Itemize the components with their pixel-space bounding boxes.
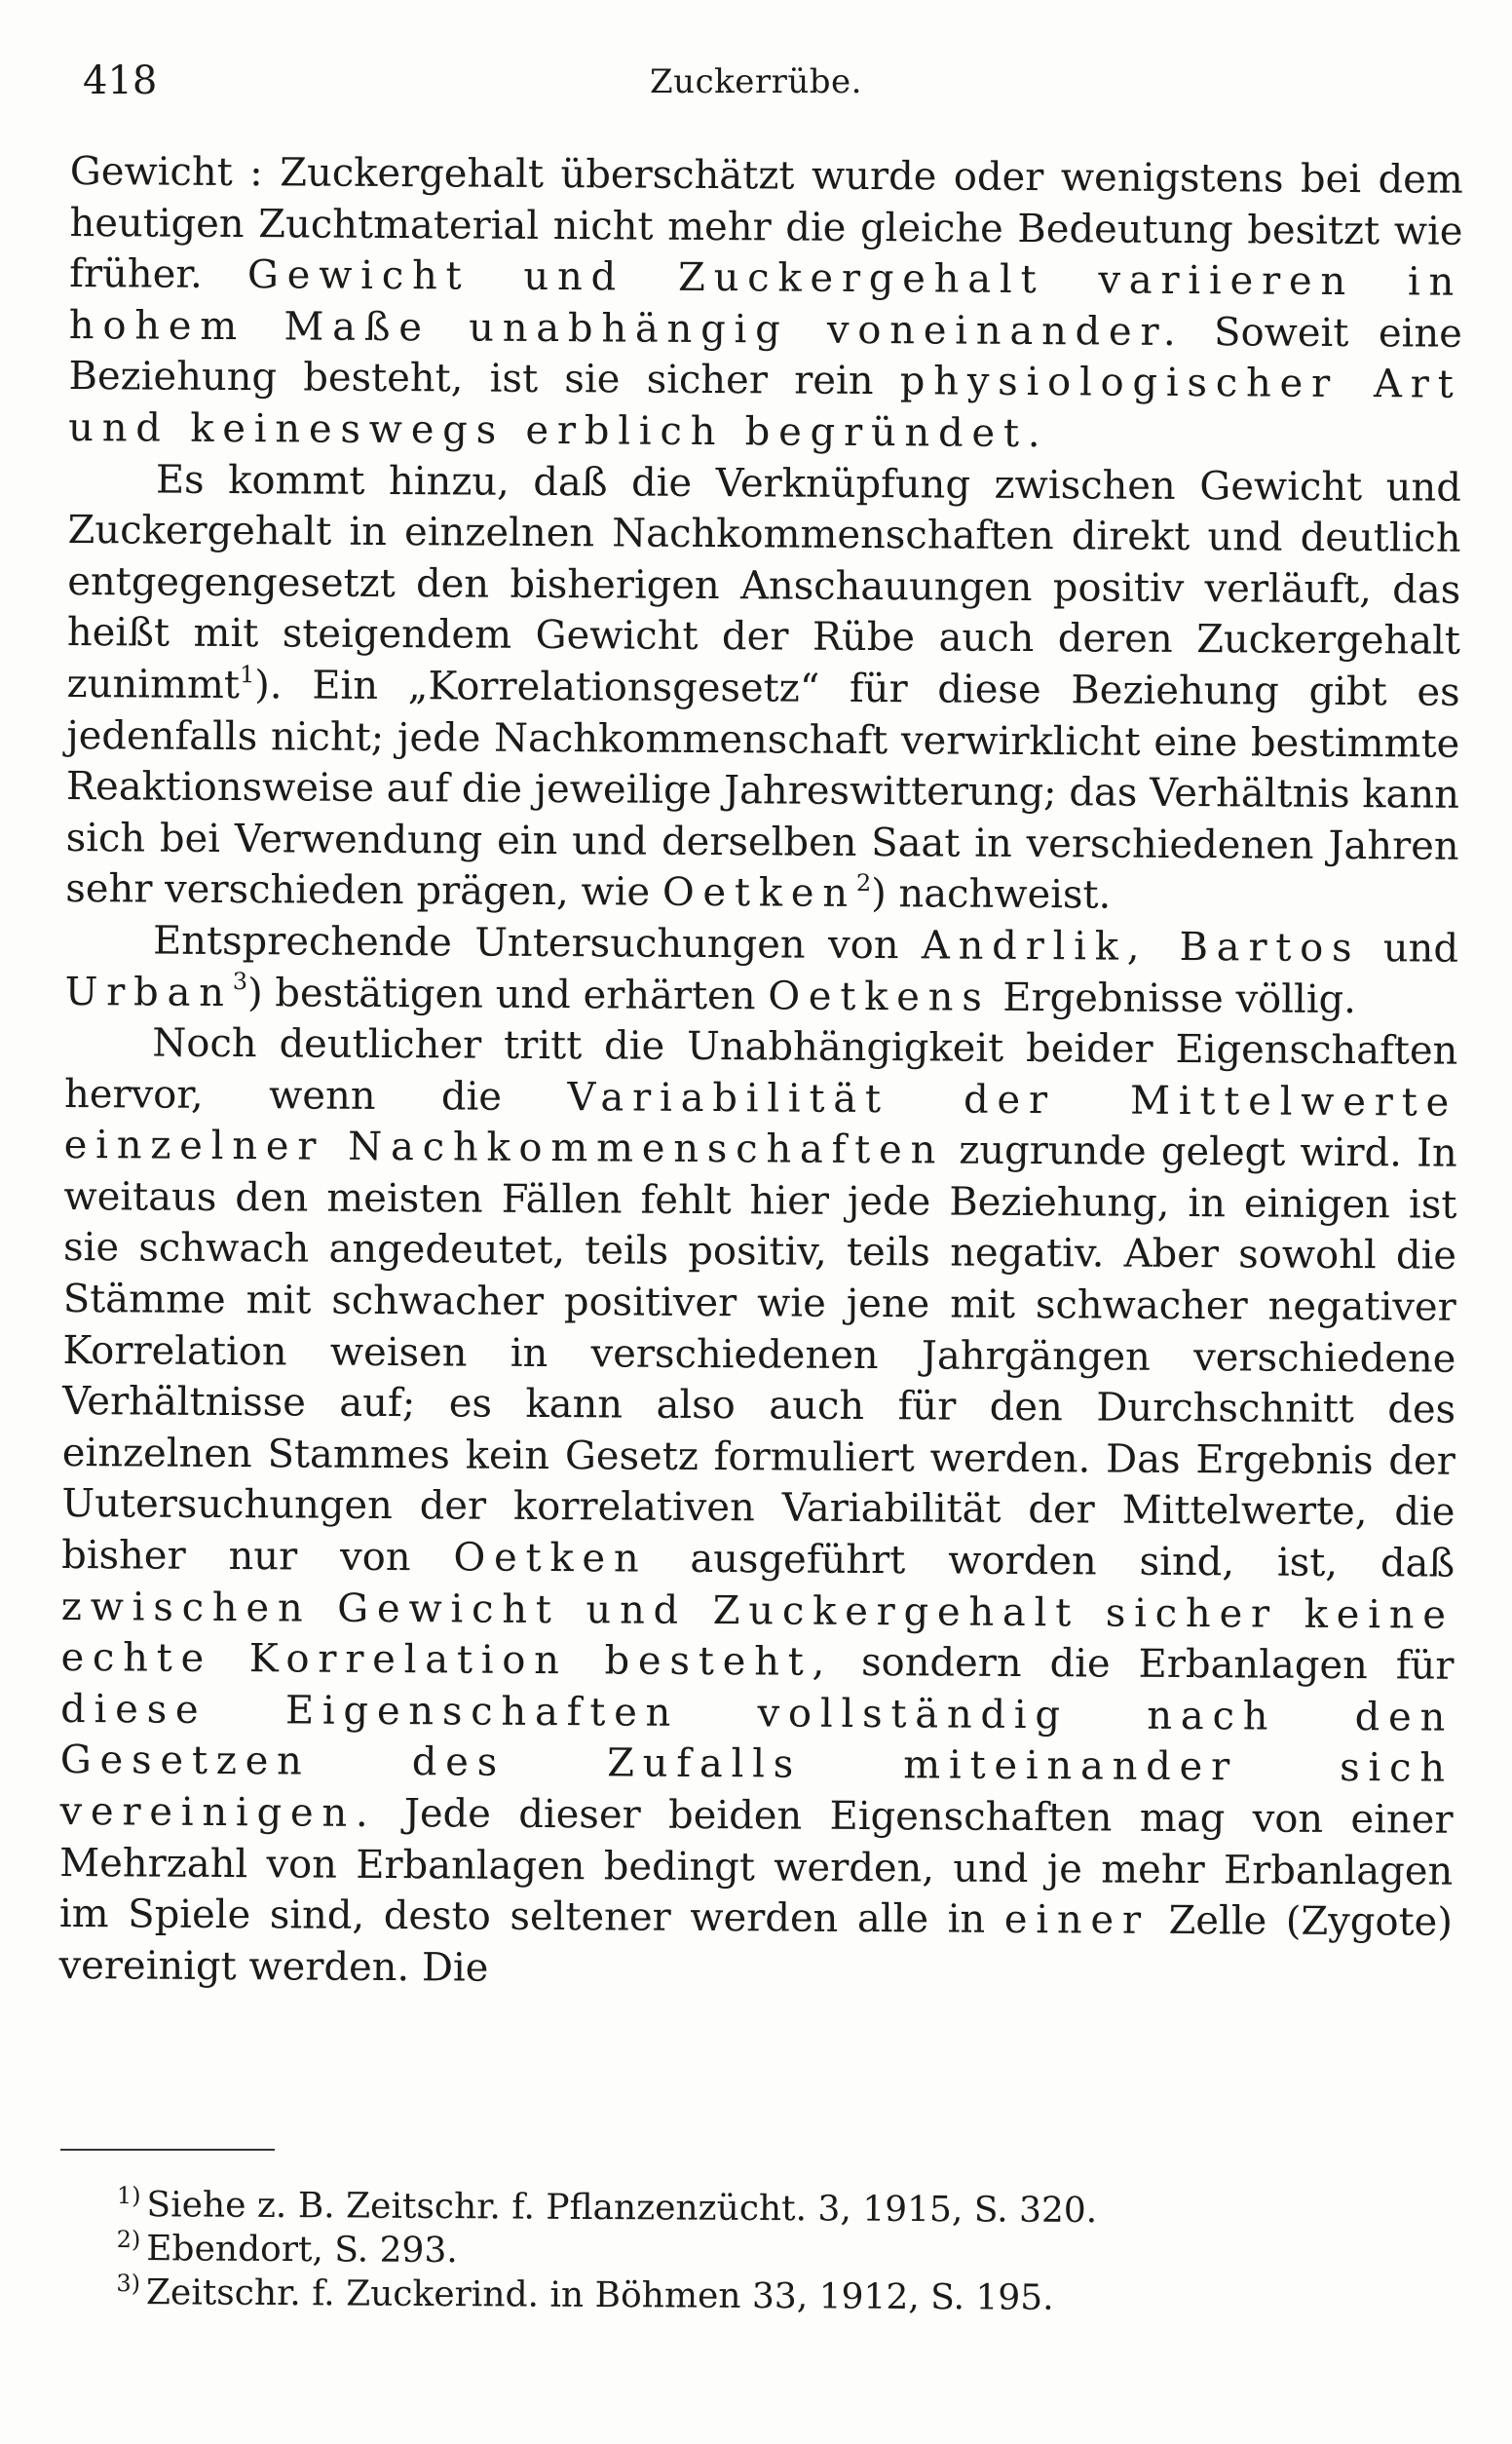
paragraph-1	[68, 146, 1463, 462]
footnote-ref: 3	[232, 968, 248, 996]
footnote-mark: 3)	[116, 2269, 141, 2298]
text-run: ). Ein „Korrelationsgesetz“ für diese Beziehung gibt es jedenfalls nicht; jede Nachkommenschaft verwirklicht eine bestimmte Reaktionsweise auf die jeweilige Jahreswitterung; das Verhältnis kann sich bei Verwendung ein und derselben Saat in verschiedenen Jahren sehr verschieden prägen, wie	[65, 663, 1460, 916]
footnote-mark: 2)	[116, 2225, 141, 2254]
spaced-emphasis: einer	[1003, 1897, 1151, 1943]
footnote-text: Siehe z. B. Zeitschr. f. Pflanzenzücht. 3, 1915, S. 320.	[146, 2185, 1098, 2232]
footnote-rule	[60, 2149, 275, 2151]
footnote-2	[116, 2227, 1382, 2278]
body-text	[58, 146, 1463, 2000]
paragraph-3	[65, 915, 1459, 1026]
text-run: Soweit eine Beziehung besteht, ist sie sicher rein	[68, 309, 1462, 404]
footnote-1	[117, 2183, 1383, 2234]
page-number: 418	[83, 58, 158, 103]
running-title: Zuckerrübe.	[650, 62, 862, 101]
text-run: und	[1360, 926, 1459, 972]
footnote-3	[116, 2271, 1382, 2322]
text-run: ausgeführt worden sind, ist, daß	[647, 1536, 1455, 1586]
footnotes	[116, 2183, 1383, 2322]
author-name: Oetken	[453, 1535, 648, 1582]
text-run: ) nachweist.	[871, 871, 1112, 918]
author-name: Urban	[64, 969, 233, 1015]
spaced-emphasis: Variabilität der Mittelwerte einzelner Nachkommenschaften	[63, 1074, 1458, 1173]
paragraph-4	[58, 1017, 1457, 2000]
text-run: Entsprechende Untersuchungen von	[152, 918, 923, 969]
spaced-emphasis: Gewicht und Zuckergehalt variieren in hohem Maße unabhängig voneinander.	[68, 252, 1463, 355]
author-name: Oetkens	[768, 973, 991, 1020]
paragraph-2	[65, 454, 1461, 924]
text-run: Jede dieser beiden Eigenschaften mag von einer Mehrzahl von Erbanlagen bedingt werden, und je mehr Erbanlagen im Spiele sind, desto seltener werden alle in	[58, 1790, 1454, 1943]
text-run: ) bestätigen und erhärten	[246, 970, 769, 1018]
spaced-emphasis: physiologischer Art und keineswegs erblich begründet.	[68, 359, 1462, 457]
text-run: Noch deutlicher tritt die Unabhängigkeit beider Eigenschaften hervor, wenn die	[63, 1020, 1458, 1120]
author-name: Oetken	[662, 870, 857, 917]
footnote-text: Ebendort, S. 293.	[146, 2229, 458, 2272]
author-name: Andrlik, Bartos	[921, 923, 1361, 972]
footnote-ref: 2	[855, 868, 872, 897]
footnote-ref: 1	[239, 660, 255, 688]
text-run: Zelle (Zygote) vereinigt werden. Die	[58, 1897, 1454, 1991]
footnote-text: Zeitschr. f. Zuckerind. in Böhmen 33, 1912, S. 195.	[145, 2272, 1054, 2318]
footnote-mark: 1)	[116, 2182, 141, 2210]
text-run: zugrunde gelegt wird. In weitaus den meisten Fällen fehlt hier jede Beziehung, in einigen ist sie schwach angedeutet, teils positiv, teils negativ. Aber sowohl die Stämme mit schwacher positiver wie jene mit schwacher negativer Korrelation weisen in verschiedenen Jahrgängen verschiedene Verhältnisse auf; es kann also auch für den Durchschnitt des einzelnen Stammes kein Gesetz formuliert werden. Das Ergebnis der Uutersuchungen der korrelativen Variabilität der Mittelwerte, die bisher nur von	[61, 1127, 1457, 1581]
page-header	[83, 58, 1429, 107]
spaced-emphasis: diese Eigenschaften vollständig nach den Gesetzen des Zufalls miteinander sich vereinigen.	[59, 1686, 1455, 1836]
spaced-emphasis: zwischen Gewicht und Zuckergehalt sicher keine echte Korrelation besteht,	[60, 1584, 1455, 1686]
text-run: Gewicht : Zuckergehalt überschätzt wurde oder wenigstens bei dem heutigen Zuchtmaterial nicht mehr die gleiche Bedeutung besitzt wie früher.	[69, 148, 1463, 298]
text-run: sondern die Erbanlagen für	[832, 1640, 1455, 1689]
text-run: Ergebnisse völlig.	[990, 974, 1357, 1022]
text-run: Es kommt hinzu, daß die Verknüpfung zwischen Gewicht und Zuckergehalt in einzelnen Nachkommenschaften direkt und deutlich entgegengesetzt den bisherigen Anschauungen positiv verläuft, das heißt mit steigendem Gewicht der Rübe auch deren Zuckergehalt zunimmt	[66, 457, 1462, 708]
